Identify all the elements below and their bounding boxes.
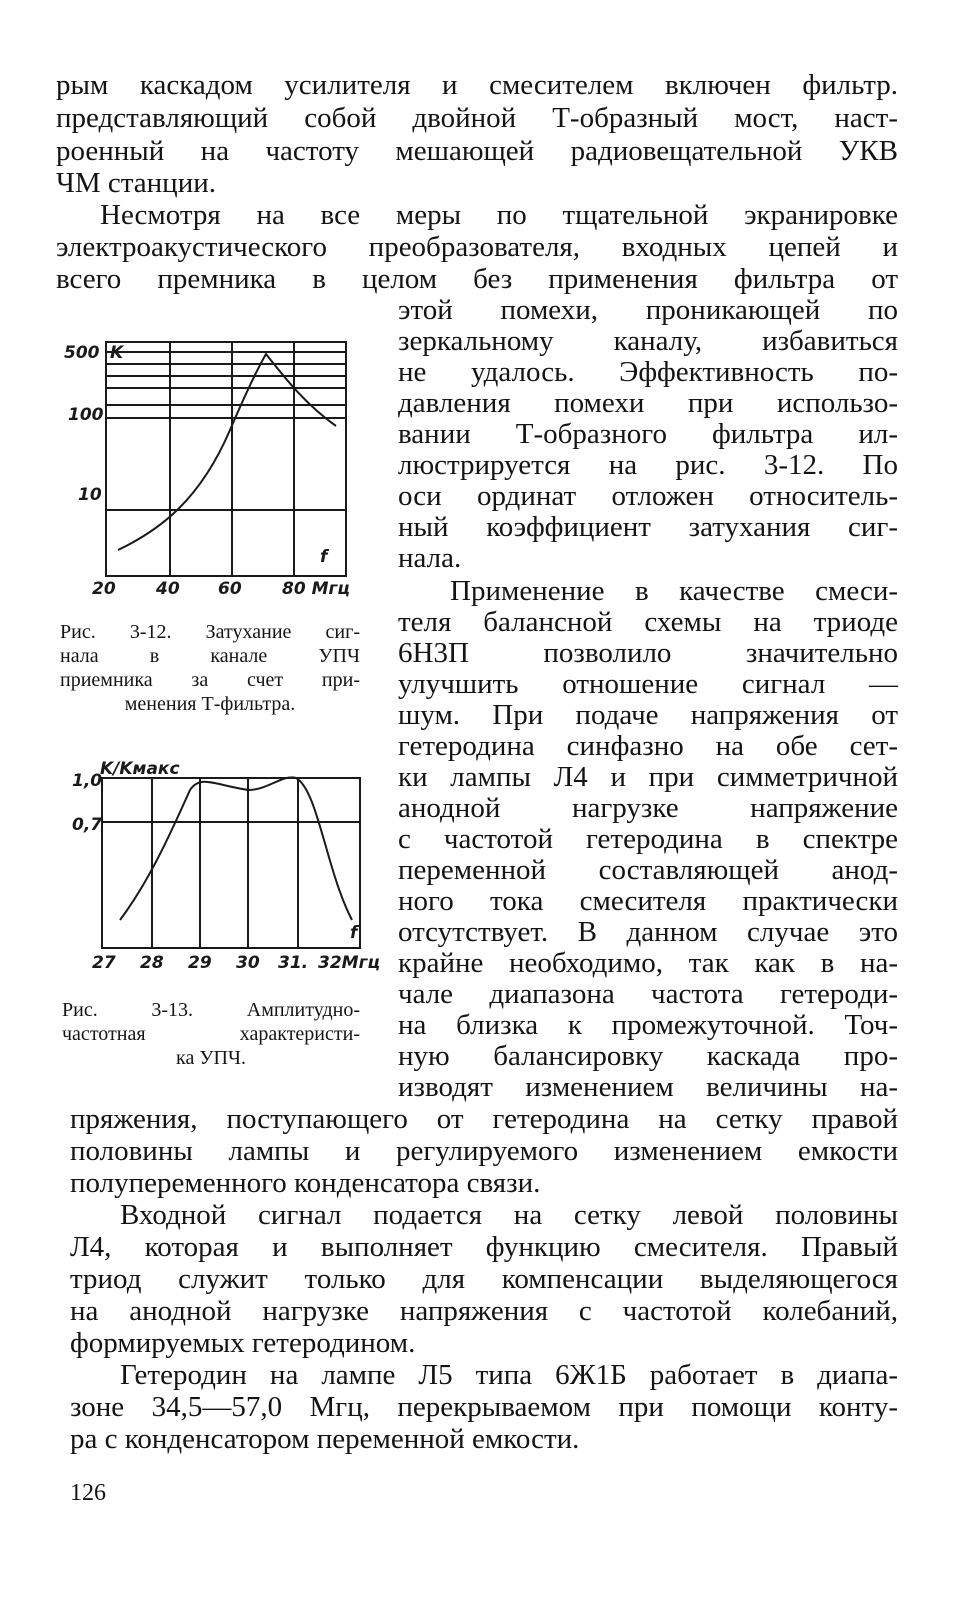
fig1-caption-line: нала в канале УПЧ xyxy=(60,645,360,667)
text-line: на анодной нагрузке напряжения с частотой колебаний, xyxy=(70,1295,898,1327)
text-line: Входной сигнал подается на сетку левой половины xyxy=(120,1199,898,1231)
fig2-y-label: K/Kмакс xyxy=(100,759,180,779)
fig2-caption-line: Рис. 3-13. Амплитудно- xyxy=(62,999,360,1021)
page-number: 126 xyxy=(70,1480,106,1506)
text-line: нала. xyxy=(398,542,462,574)
text-line: роенный на частоту мешающей радиовещательной УКВ xyxy=(56,135,898,167)
text-line: изводят изменением величины на- xyxy=(398,1071,898,1103)
text-line: ного тока смесителя практически xyxy=(398,885,898,917)
fig2-chart xyxy=(72,759,380,973)
fig1-chart xyxy=(64,342,350,599)
fig1-grid xyxy=(106,342,346,576)
text-line: этой помехи, проникающей по xyxy=(398,294,898,326)
fig1-y-tick: 10 xyxy=(78,485,102,505)
fig1-x-tick: 60 xyxy=(218,579,242,599)
fig1-caption-line: менения Т-фильтра. xyxy=(124,693,296,715)
fig1-x-tick: 40 xyxy=(156,579,180,599)
fig2-x-tick: 27 xyxy=(92,953,116,973)
fig2-grid xyxy=(102,778,360,948)
fig2-x-tick: 29 xyxy=(188,953,212,973)
text-line: ную балансировку каскада про- xyxy=(398,1040,898,1072)
fig2-caption-line: ка УПЧ. xyxy=(176,1047,246,1069)
fig2-curve xyxy=(120,777,352,920)
text-line: Несмотря на все меры по тщательной экранировке xyxy=(100,199,898,231)
text-line: крайне необходимо, так как в на- xyxy=(398,947,898,979)
text-line: Применение в качестве смеси- xyxy=(450,575,898,607)
text-line: вании Т-образного фильтра ил- xyxy=(398,418,898,450)
text-line: с частотой гетеродина в спектре xyxy=(398,823,898,855)
text-line: зоне 34,5—57,0 Мгц, перекрываемом при помощи конту- xyxy=(70,1391,898,1423)
fig1-frame xyxy=(106,342,346,576)
text-line: на близка к промежуточной. Точ- xyxy=(398,1009,898,1041)
fig2-caption-line: частотная характеристи- xyxy=(62,1023,360,1045)
fig2-x-tick: 28 xyxy=(140,953,164,973)
text-line: оси ординат отложен относитель- xyxy=(398,480,898,512)
fig2-x-tick: 32Мгц xyxy=(318,953,381,973)
fig1-curve xyxy=(118,354,336,550)
fig1-caption-line: Рис. 3-12. Затухание сиг- xyxy=(60,621,360,643)
text-line: ЧМ станции. xyxy=(56,167,216,199)
text-line: электроакустического преобразователя, входных цепей и xyxy=(56,231,898,263)
text-line: ра с конденсатором переменной емкости. xyxy=(70,1423,580,1455)
text-line: зеркальному каналу, избавиться xyxy=(398,325,898,357)
text-line: формируемых гетеродином. xyxy=(70,1327,416,1359)
text-line: чале диапазона частота гетероди- xyxy=(398,978,898,1010)
text-line: половины лампы и регулируемого изменением емкости xyxy=(70,1135,898,1167)
text-line: представляющий собой двойной Т-образный мост, наст- xyxy=(56,102,898,134)
fig1-y-tick: 500 xyxy=(64,343,100,363)
text-line: теля балансной схемы на триоде xyxy=(398,606,898,638)
fig2-x-tick: 30 xyxy=(236,953,260,973)
text-line: триод служит только для компенсации выделяющегося xyxy=(70,1263,898,1295)
text-line: всего премника в целом без применения фильтра от xyxy=(56,263,898,295)
fig1-y-tick: 100 xyxy=(68,405,104,425)
text-line: переменной составляющей анод- xyxy=(398,854,898,886)
fig1-y-label: K xyxy=(110,343,124,363)
text-line: гетеродина синфазно на обе сет- xyxy=(398,730,898,762)
text-line: люстрируется на рис. 3-12. По xyxy=(398,449,898,481)
fig1-caption-line: приемника за счет при- xyxy=(60,669,360,691)
text-line: давления помехи при использо- xyxy=(398,387,898,419)
text-line: 6Н3П позволило значительно xyxy=(398,637,898,669)
fig1-x-tick: 80 Мгц xyxy=(282,579,350,599)
text-line: отсутствует. В данном случае это xyxy=(398,916,898,948)
text-line: пряжения, поступающего от гетеродина на сетку правой xyxy=(70,1103,898,1135)
fig2-frame xyxy=(102,778,360,948)
fig1-x-label: f xyxy=(320,547,328,567)
text-line: анодной нагрузке напряжение xyxy=(398,792,898,824)
text-line: улучшить отношение сигнал — xyxy=(398,668,898,700)
text-line: ки лампы Л4 и при симметричной xyxy=(398,761,898,793)
fig2-y-tick: 1,0 xyxy=(72,771,103,791)
text-line: Гетеродин на лампе Л5 типа 6Ж1Б работает в диапа- xyxy=(120,1359,898,1391)
fig1-x-tick: 20 xyxy=(92,579,116,599)
text-line: ный коэффициент затухания сиг- xyxy=(398,511,898,543)
text-line: Л4, которая и выполняет функцию смесителя. Правый xyxy=(70,1231,898,1263)
fig2-y-tick: 0,7 xyxy=(72,815,103,835)
text-line: шум. При подаче напряжения от xyxy=(398,699,898,731)
fig2-x-label: f xyxy=(350,923,358,943)
text-line: рым каскадом усилителя и смесителем включен фильтр. xyxy=(56,69,898,101)
text-line: полупеременного конденсатора связи. xyxy=(70,1167,541,1199)
fig2-x-tick: 31. xyxy=(278,953,309,973)
text-line: не удалось. Эффективность по- xyxy=(398,356,898,388)
